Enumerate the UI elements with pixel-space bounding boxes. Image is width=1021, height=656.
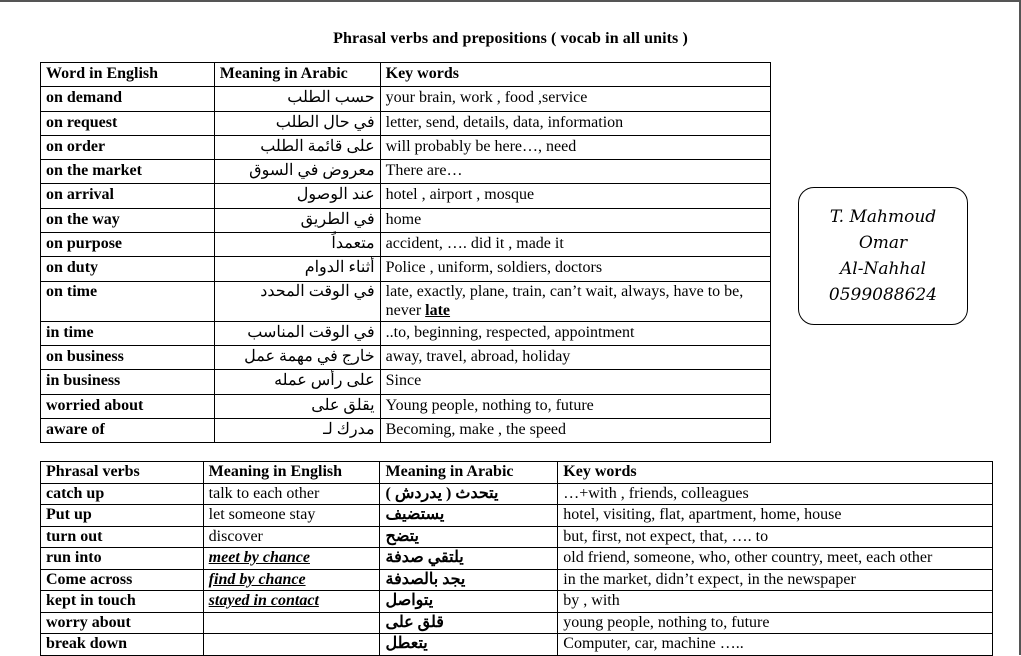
word-cell: on time [41, 281, 215, 321]
word-cell: in business [41, 370, 215, 394]
word-cell: on purpose [41, 233, 215, 257]
arabic-cell: في الوقت المناسب [214, 321, 380, 345]
table-row [41, 111, 771, 135]
keywords-cell: Becoming, make , the speed [380, 418, 770, 442]
table-row [41, 87, 771, 111]
column-header: Key words [558, 462, 993, 484]
english-cell: stayed in contact [203, 591, 380, 613]
arabic-cell: على رأس عمله [214, 370, 380, 394]
keywords-cell: will probably be here…, need [380, 135, 770, 159]
teacher-name-line: Al-Nahhal [840, 259, 926, 279]
table-row [41, 160, 771, 184]
table-row [41, 483, 993, 505]
keywords-cell: but, first, not expect, that, …. to [558, 526, 993, 548]
table-row [41, 591, 993, 613]
word-cell: on the market [41, 160, 215, 184]
keywords-cell: accident, …. did it , made it [380, 233, 770, 257]
table-row [41, 370, 771, 394]
table-row [41, 612, 993, 634]
arabic-cell: قلق على [380, 612, 558, 634]
table-header-row [41, 63, 771, 87]
table-row [41, 526, 993, 548]
keywords-emphasis: late [425, 301, 451, 319]
keywords-cell: There are… [380, 160, 770, 184]
keywords-cell: …+with , friends, colleagues [558, 483, 993, 505]
column-header: Word in English [41, 63, 215, 87]
verb-cell: run into [41, 548, 204, 570]
verb-cell: worry about [41, 612, 204, 634]
table-row [41, 569, 993, 591]
arabic-cell: يتضح [380, 526, 558, 548]
phrasal-verbs-table [40, 461, 993, 656]
column-header: Meaning in Arabic [380, 462, 558, 484]
table-row [41, 345, 771, 369]
arabic-cell: على قائمة الطلب [214, 135, 380, 159]
table-header-row [41, 462, 993, 484]
keywords-cell: ..to, beginning, respected, appointment [380, 321, 770, 345]
arabic-cell: مدرك لـ [214, 418, 380, 442]
table-row [41, 233, 771, 257]
arabic-cell: عند الوصول [214, 184, 380, 208]
teacher-name-line: Omar [858, 233, 908, 253]
arabic-cell: يتعطل [380, 634, 558, 656]
page-top-border [0, 0, 1021, 2]
keywords-cell [380, 281, 770, 321]
keywords-text: late, exactly, plane, train, can’t wait, always, have to be, never [385, 282, 744, 319]
keywords-cell: Police , uniform, soldiers, doctors [380, 257, 770, 281]
arabic-cell: خارج في مهمة عمل [214, 345, 380, 369]
arabic-cell: في الوقت المحدد [214, 281, 380, 321]
table-row [41, 184, 771, 208]
keywords-cell: Young people, nothing to, future [380, 394, 770, 418]
keywords-cell: by , with [558, 591, 993, 613]
arabic-cell: يتحدث ( يدردش ) [380, 483, 558, 505]
word-cell: worried about [41, 394, 215, 418]
table-row [41, 321, 771, 345]
keywords-cell: hotel , airport , mosque [380, 184, 770, 208]
verb-cell: Put up [41, 505, 204, 527]
english-cell: talk to each other [203, 483, 380, 505]
word-cell: on order [41, 135, 215, 159]
arabic-cell: يجد بالصدفة [380, 569, 558, 591]
word-cell: on demand [41, 87, 215, 111]
arabic-cell: متعمداً [214, 233, 380, 257]
arabic-cell: حسب الطلب [214, 87, 380, 111]
verb-cell: break down [41, 634, 204, 656]
column-header: Phrasal verbs [41, 462, 204, 484]
verb-cell: kept in touch [41, 591, 204, 613]
word-cell: on the way [41, 208, 215, 232]
keywords-cell: letter, send, details, data, information [380, 111, 770, 135]
keywords-cell: your brain, work , food ,service [380, 87, 770, 111]
keywords-cell: Since [380, 370, 770, 394]
keywords-cell: hotel, visiting, flat, apartment, home, house [558, 505, 993, 527]
word-cell: on arrival [41, 184, 215, 208]
arabic-cell: يتواصل [380, 591, 558, 613]
keywords-cell: Computer, car, machine ….. [558, 634, 993, 656]
teacher-name-line: T. Mahmoud [829, 207, 937, 227]
word-cell: on duty [41, 257, 215, 281]
teacher-contact-card [798, 187, 968, 325]
word-cell: in time [41, 321, 215, 345]
page-title: Phrasal verbs and prepositions ( vocab in all units ) [333, 30, 688, 47]
prepositions-table [40, 62, 771, 443]
arabic-cell: في حال الطلب [214, 111, 380, 135]
english-cell [203, 612, 380, 634]
table-row [41, 634, 993, 656]
column-header: Key words [380, 63, 770, 87]
english-cell: meet by chance [203, 548, 380, 570]
keywords-cell: home [380, 208, 770, 232]
column-header: Meaning in English [203, 462, 380, 484]
english-cell: find by chance [203, 569, 380, 591]
table-row [41, 394, 771, 418]
word-cell: on request [41, 111, 215, 135]
keywords-cell: young people, nothing to, future [558, 612, 993, 634]
verb-cell: catch up [41, 483, 204, 505]
verb-cell: turn out [41, 526, 204, 548]
english-cell [203, 634, 380, 656]
keywords-cell: old friend, someone, who, other country, meet, each other [558, 548, 993, 570]
arabic-cell: يستضيف [380, 505, 558, 527]
arabic-cell: معروض في السوق [214, 160, 380, 184]
table-row [41, 505, 993, 527]
table-row [41, 418, 771, 442]
table-row [41, 257, 771, 281]
table-row [41, 281, 771, 321]
arabic-cell: يقلق على [214, 394, 380, 418]
english-cell: let someone stay [203, 505, 380, 527]
verb-cell: Come across [41, 569, 204, 591]
keywords-cell: in the market, didn’t expect, in the newspaper [558, 569, 993, 591]
arabic-cell: في الطريق [214, 208, 380, 232]
column-header: Meaning in Arabic [214, 63, 380, 87]
word-cell: aware of [41, 418, 215, 442]
keywords-cell: away, travel, abroad, holiday [380, 345, 770, 369]
teacher-phone: 0599088624 [828, 285, 938, 305]
table-row [41, 208, 771, 232]
table-row [41, 548, 993, 570]
english-cell: discover [203, 526, 380, 548]
word-cell: on business [41, 345, 215, 369]
arabic-cell: يلتقي صدفة [380, 548, 558, 570]
arabic-cell: أثناء الدوام [214, 257, 380, 281]
table-row [41, 135, 771, 159]
